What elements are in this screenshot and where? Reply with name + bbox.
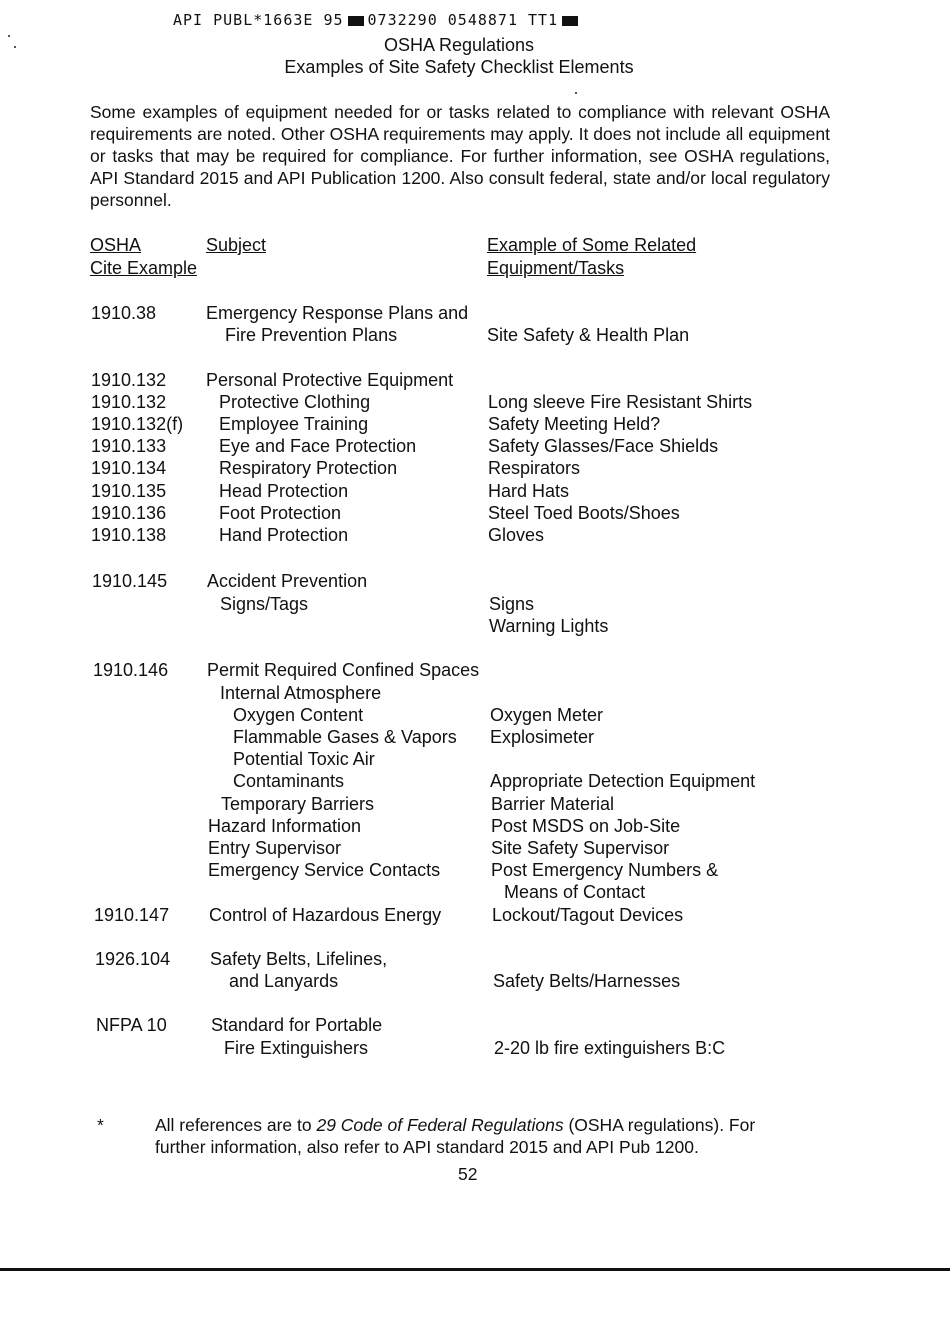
cite-cell: 1910.145 [92,571,168,591]
subject-cell: Entry Supervisor [208,838,342,858]
redaction-block [562,16,578,26]
document-code-part2: 0732290 0548871 TT1 [367,11,559,29]
scan-speck [8,35,10,37]
subject-cell: Flammable Gases & Vapors [233,727,457,747]
subject-cell: Hazard Information [208,816,362,836]
example-cell: Oxygen Meter [490,705,604,725]
page-subtitle: Examples of Site Safety Checklist Elements [284,57,634,77]
example-cell: Safety Meeting Held? [488,414,661,434]
example-cell: Site Safety & Health Plan [487,325,690,345]
example-cell: Barrier Material [491,794,615,814]
example-cell: Gloves [488,525,545,545]
subject-cell: Oxygen Content [233,705,364,725]
example-cell: Steel Toed Boots/Shoes [488,503,680,523]
subject-cell: Safety Belts, Lifelines, [210,949,388,969]
example-cell: Long sleeve Fire Resistant Shirts [488,392,753,412]
cite-cell: 1910.147 [94,905,170,925]
example-cell: Safety Glasses/Face Shields [488,436,719,456]
footnote-line2: further information, also refer to API standard 2015 and API Pub 1200. [155,1137,699,1157]
subject-cell: Accident Prevention [207,571,368,591]
footnote-text-post: (OSHA regulations). For [563,1115,756,1135]
scan-speck [575,92,577,94]
redaction-block [348,16,364,26]
subject-cell: Contaminants [233,771,345,791]
cite-cell: 1910.138 [91,525,167,545]
subject-cell: Emergency Service Contacts [208,860,441,880]
column-header-example-line1: Example of Some Related [487,235,697,255]
subject-cell: Emergency Response Plans and [206,303,469,323]
column-header-subject: Subject [206,235,267,255]
subject-cell: Temporary Barriers [221,794,375,814]
scan-speck [14,46,16,48]
column-header-cite-line1: OSHA [90,235,142,255]
example-cell: Means of Contact [504,882,646,902]
subject-cell: Signs/Tags [220,594,309,614]
document-code [173,11,582,29]
subject-cell: Fire Extinguishers [224,1038,369,1058]
subject-cell: Personal Protective Equipment [206,370,454,390]
subject-cell: Employee Training [219,414,369,434]
example-cell: Site Safety Supervisor [491,838,670,858]
cite-cell: NFPA 10 [96,1015,167,1035]
example-cell: Explosimeter [490,727,595,747]
footnote-line1 [155,1114,755,1136]
subject-cell: Fire Prevention Plans [225,325,398,345]
example-cell: Safety Belts/Harnesses [493,971,681,991]
subject-cell: Control of Hazardous Energy [209,905,442,925]
example-cell: Signs [489,594,535,614]
example-cell: Lockout/Tagout Devices [492,905,684,925]
cite-cell: 1910.132(f) [91,414,184,434]
subject-cell: Eye and Face Protection [219,436,417,456]
cite-cell: 1910.38 [91,303,157,323]
column-header-cite-line2: Cite Example [90,258,198,278]
intro-paragraph: Some examples of equipment needed for or tasks related to compliance with relevant OSHA requirements are noted. Other OSHA requirements may apply. It does not include all equipment or tasks that may be required for compliance. For further information, see OSHA regulations, API Standard 2015 and API Publication 1200. Also consult federal, state and/or local regulatory personnel. [90,102,830,210]
footnote-marker: * [97,1115,104,1135]
subject-cell: Respiratory Protection [219,458,398,478]
page-number: 52 [458,1164,478,1184]
cite-cell: 1910.132 [91,392,167,412]
cite-cell: 1910.135 [91,481,167,501]
subject-cell: Standard for Portable [211,1015,383,1035]
cite-cell: 1910.133 [91,436,167,456]
cite-cell: 1926.104 [95,949,171,969]
subject-cell: Head Protection [219,481,349,501]
footnote-citation: 29 Code of Federal Regulations [316,1115,564,1135]
example-cell: Warning Lights [489,616,609,636]
column-header-example-line2: Equipment/Tasks [487,258,625,278]
example-cell: 2-20 lb fire extinguishers B:C [494,1038,726,1058]
example-cell: Appropriate Detection Equipment [490,771,756,791]
cite-cell: 1910.136 [91,503,167,523]
subject-cell: Hand Protection [219,525,349,545]
cite-cell: 1910.146 [93,660,169,680]
subject-cell: and Lanyards [229,971,339,991]
example-cell: Post MSDS on Job-Site [491,816,681,836]
example-cell: Hard Hats [488,481,570,501]
scan-border-line [0,1268,950,1271]
page-title: OSHA Regulations [383,35,535,55]
subject-cell: Potential Toxic Air [233,749,375,769]
footnote-text-pre: All references are to [155,1115,317,1135]
document-code-part1: API PUBL*1663E 95 [173,11,344,29]
subject-cell: Foot Protection [219,503,342,523]
example-cell: Post Emergency Numbers & [491,860,719,880]
subject-cell: Protective Clothing [219,392,371,412]
cite-cell: 1910.132 [91,370,167,390]
cite-cell: 1910.134 [91,458,167,478]
subject-cell: Permit Required Confined Spaces [207,660,480,680]
example-cell: Respirators [488,458,581,478]
subject-cell: Internal Atmosphere [220,683,382,703]
